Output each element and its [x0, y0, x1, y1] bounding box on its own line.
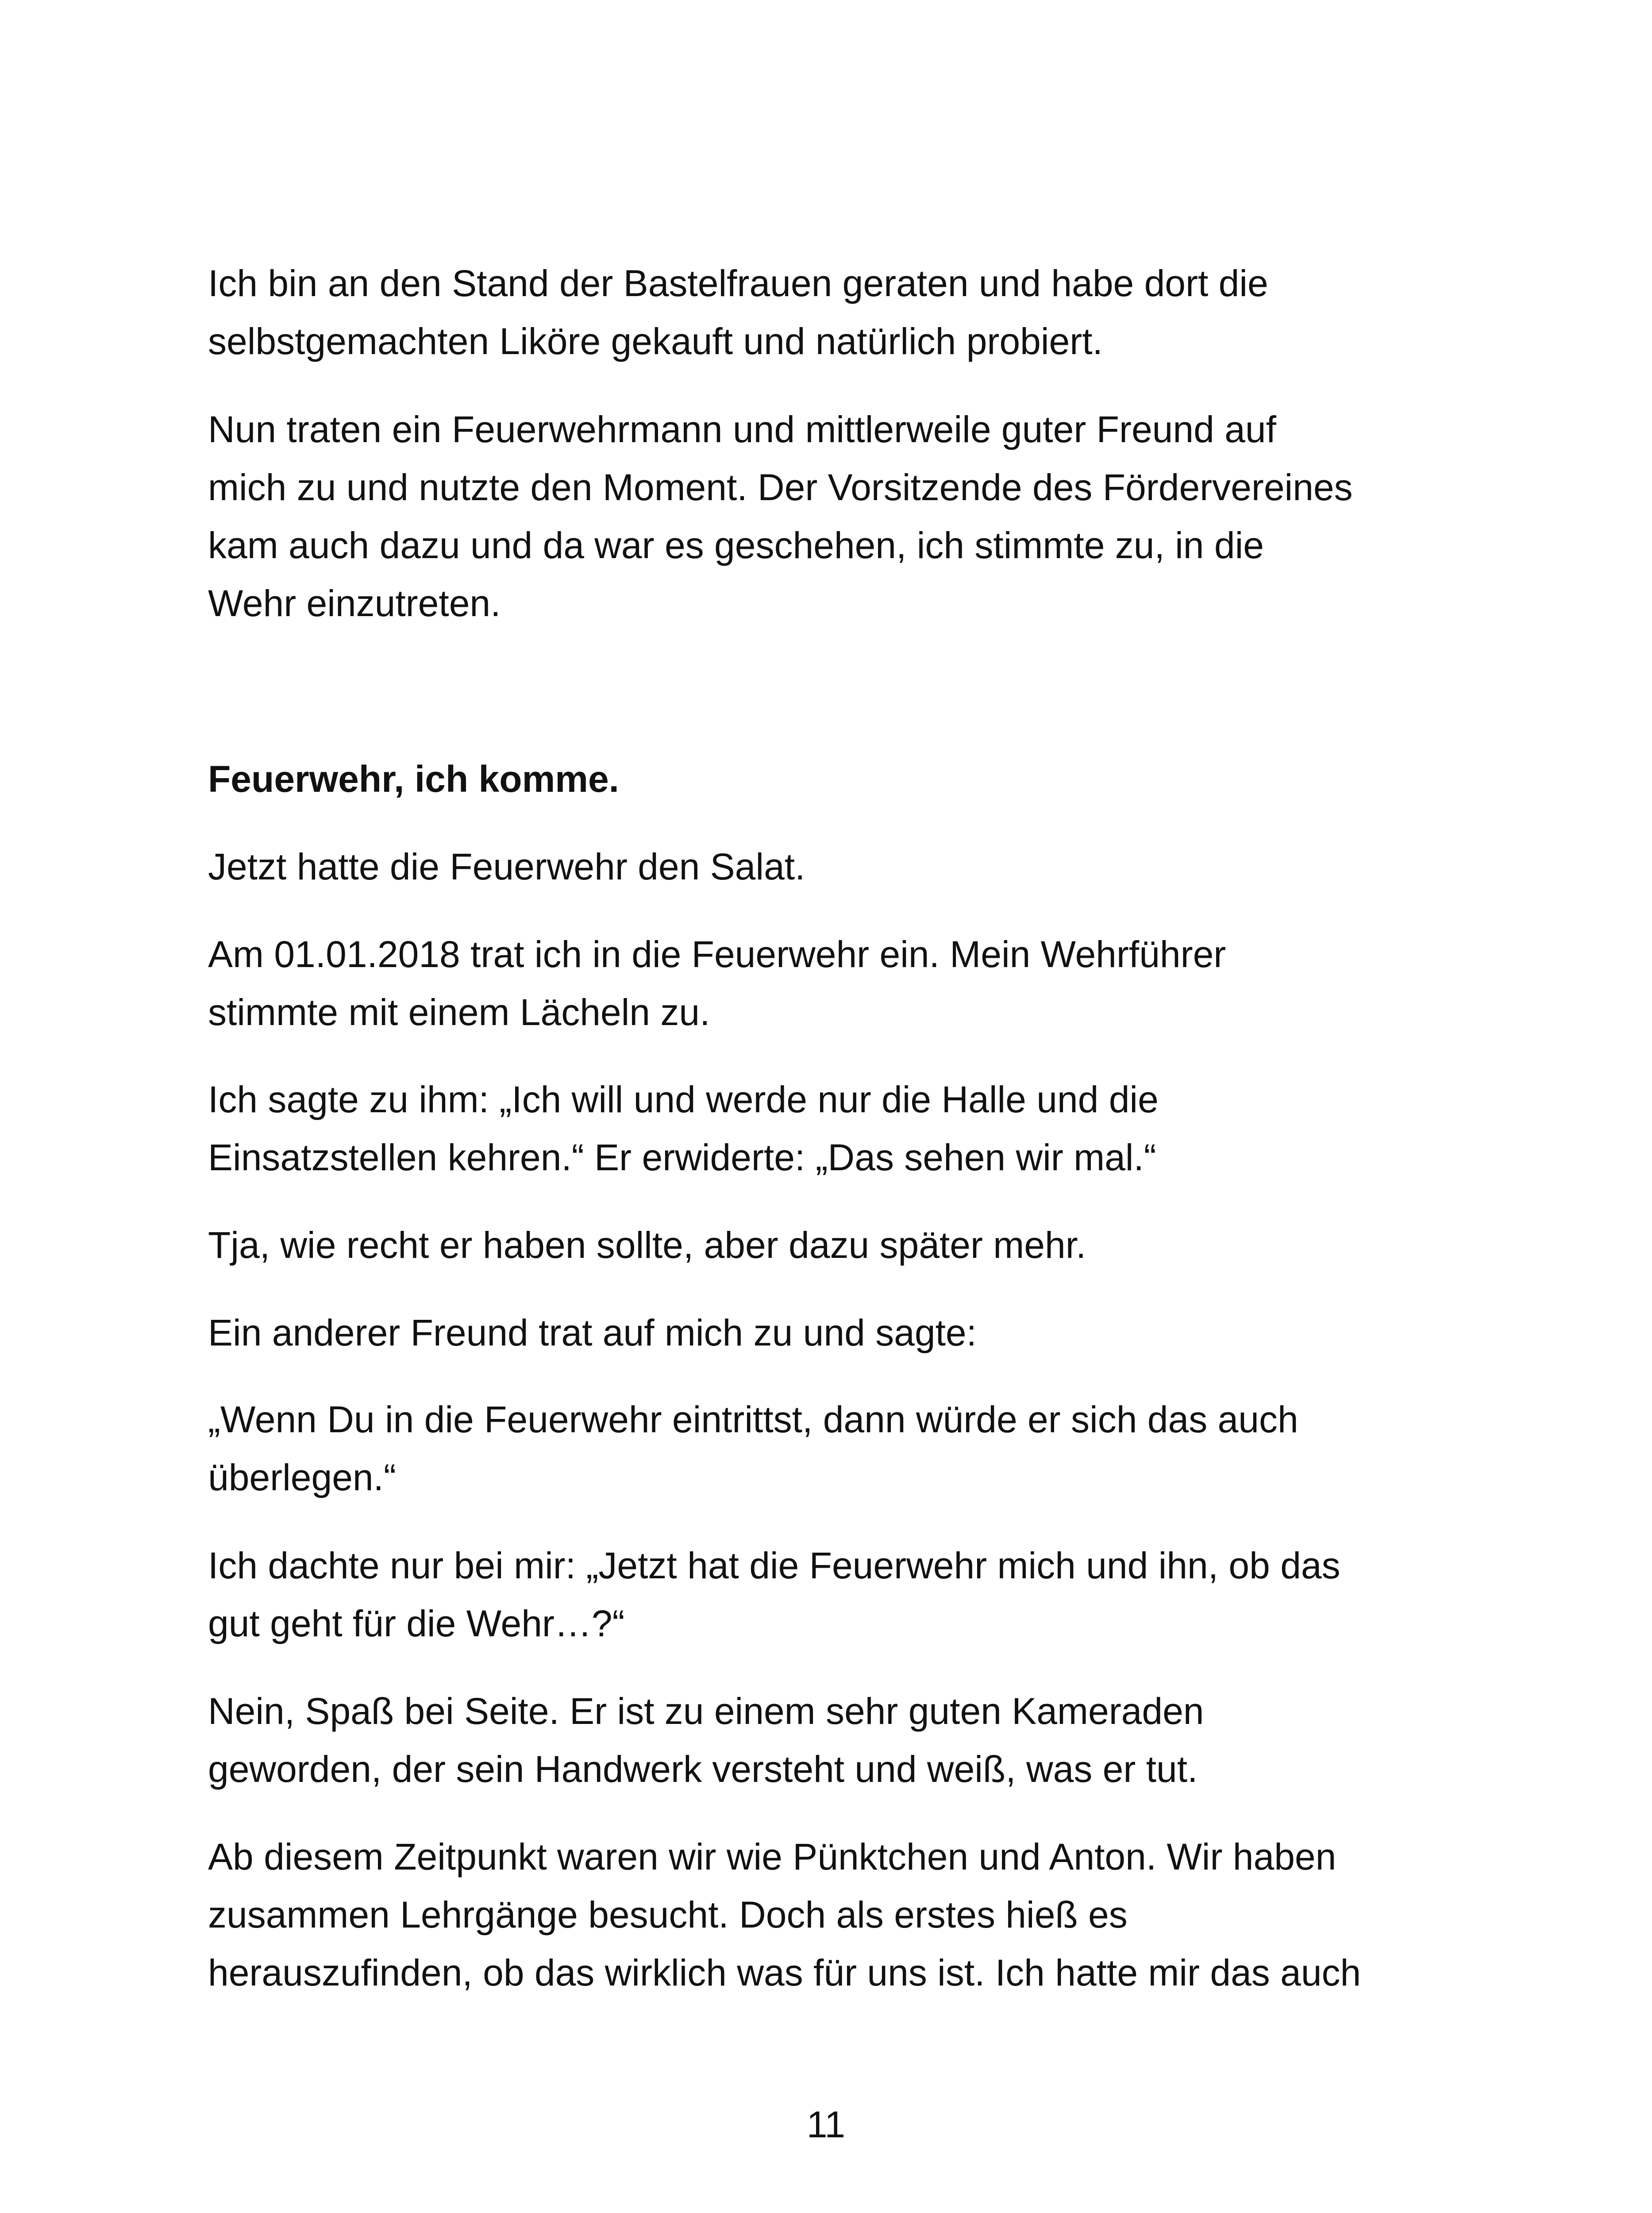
text-line: kam auch dazu und da war es geschehen, ich stimmte zu, in die [208, 524, 1264, 566]
text-line: selbstgemachten Liköre gekauft und natürlich probiert. [208, 320, 1103, 362]
heading-text: Feuerwehr, ich komme. [208, 758, 620, 800]
section-heading [208, 750, 1438, 808]
paragraph [208, 1304, 1438, 1362]
paragraph [208, 925, 1438, 1041]
text-line: mich zu und nutzte den Moment. Der Vorsitzende des Fördervereines [208, 467, 1353, 508]
text-line: herauszufinden, ob das wirklich was für uns ist. Ich hatte mir das auch [208, 1952, 1361, 1993]
text-line: geworden, der sein Handwerk versteht und weiß, was er tut. [208, 1748, 1198, 1790]
paragraph [208, 401, 1438, 632]
text-line: Ein anderer Freund trat auf mich zu und sagte: [208, 1312, 977, 1353]
text-line: zusammen Lehrgänge besucht. Doch als erstes hieß es [208, 1894, 1128, 1935]
paragraph [208, 1071, 1438, 1187]
text-line: Tja, wie recht er haben sollte, aber dazu später mehr. [208, 1224, 1086, 1266]
text-line: Am 01.01.2018 trat ich in die Feuerwehr ein. Mein Wehrführer [208, 933, 1226, 975]
text-line: Einsatzstellen kehren.“ Er erwiderte: „Das sehen wir mal.“ [208, 1137, 1156, 1178]
paragraph [208, 1828, 1438, 2002]
text-line: Nun traten ein Feuerwehrmann und mittlerweile guter Freund auf [208, 409, 1276, 450]
text-line: überlegen.“ [208, 1457, 396, 1498]
text-line: Ich dachte nur bei mir: „Jetzt hat die Feuerwehr mich und ihn, ob das [208, 1545, 1340, 1586]
paragraph [208, 838, 1438, 896]
paragraph [208, 1537, 1438, 1653]
paragraph [208, 254, 1438, 370]
text-line: Jetzt hatte die Feuerwehr den Salat. [208, 846, 805, 887]
text-line: Wehr einzutreten. [208, 582, 501, 624]
text-line: Nein, Spaß bei Seite. Er ist zu einem sehr guten Kameraden [208, 1690, 1204, 1732]
paragraph [208, 1682, 1438, 1798]
text-line: Ab diesem Zeitpunkt waren wir wie Pünktchen und Anton. Wir haben [208, 1836, 1336, 1878]
paragraph [208, 1216, 1438, 1274]
text-line: stimmte mit einem Lächeln zu. [208, 991, 710, 1033]
text-line: „Wenn Du in die Feuerwehr eintrittst, dann würde er sich das auch [208, 1399, 1298, 1440]
page-number: 11 [806, 2104, 846, 2145]
text-line: gut geht für die Wehr…?“ [208, 1603, 625, 1644]
text-line: Ich sagte zu ihm: „Ich will und werde nur die Halle und die [208, 1079, 1159, 1120]
paragraph [208, 1391, 1438, 1507]
text-line: Ich bin an den Stand der Bastelfrauen geraten und habe dort die [208, 262, 1268, 304]
